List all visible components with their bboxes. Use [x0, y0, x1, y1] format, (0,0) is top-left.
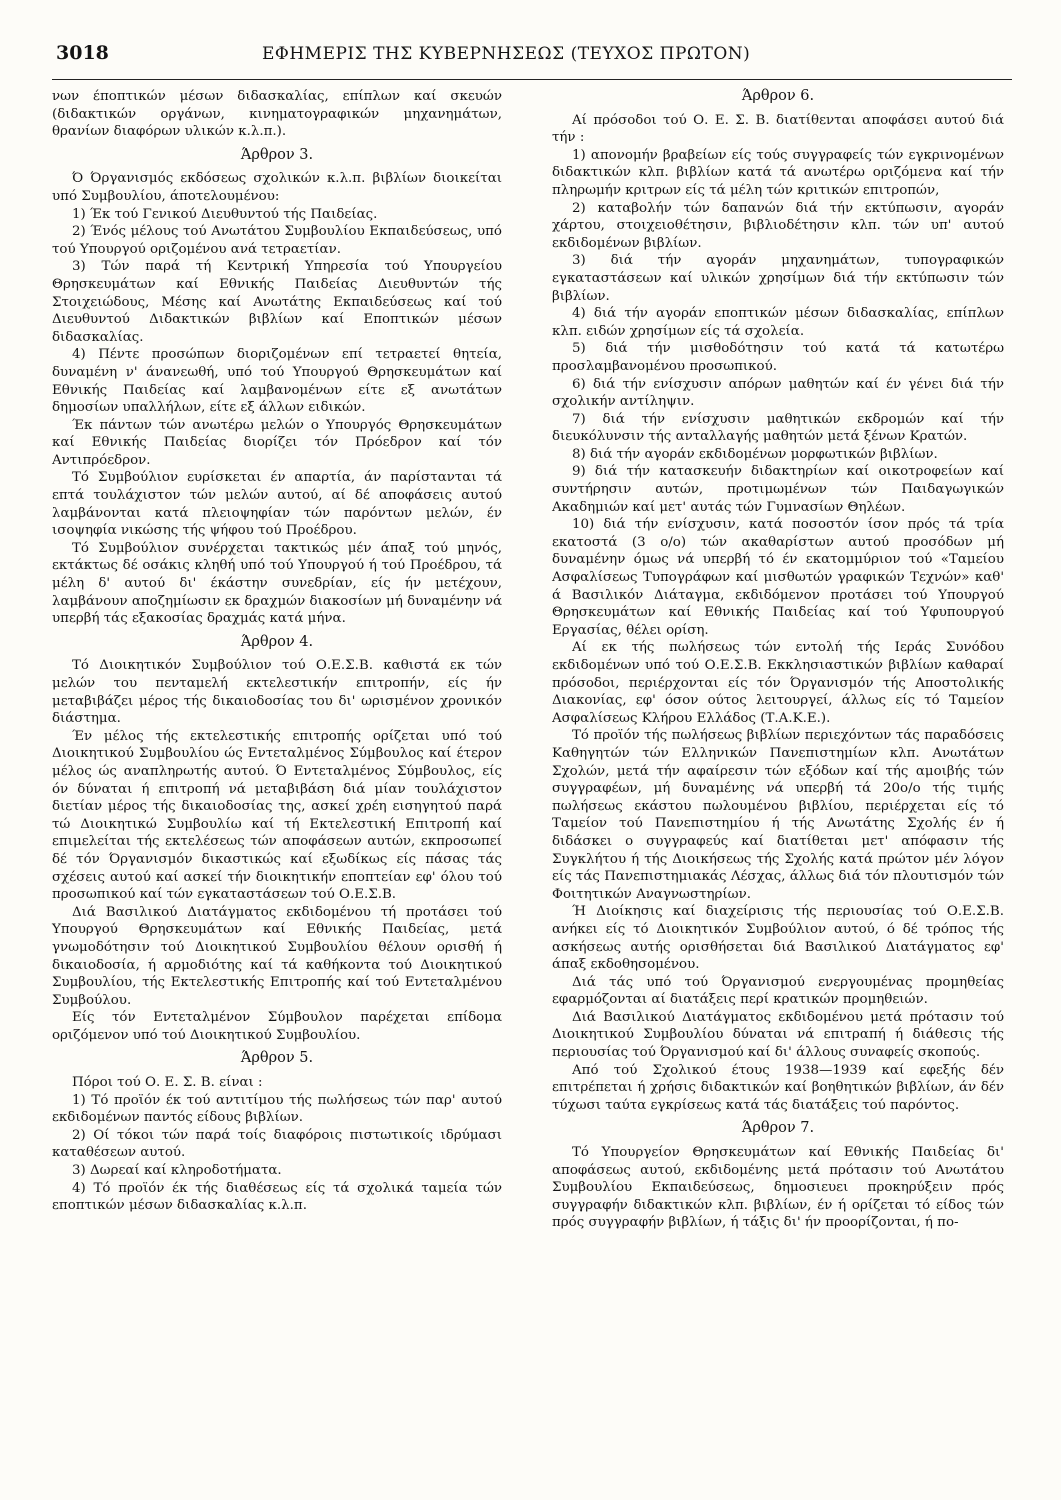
- paragraph: Από τού Σχολικού έτους 1938—1939 καί εφεξής δέν επιτρέπεται ή χρήσις διδακτικών καί βοηθητικών βιβλίων, άν δέν τύχωσι ταύτα εγκρίσεως κατά τάς διατάξεις τού παρόντος.: [552, 1062, 1004, 1113]
- list-item: 3) Τών παρά τή Κεντρική Υπηρεσία τού Υπουργείου Θρησκευμάτων καί Εθνικής Παιδείας Διευθυντών τής Στοιχειώδους, Μέσης καί Ανωτάτης Εκπαιδεύσεως καί τού Διευθυντού Διδακτικών βιβλίων καί Εποπτικών μέσων διδασκαλίας.: [52, 259, 502, 345]
- right-column: [552, 88, 1004, 1232]
- article-6-heading: Άρθρον 6.: [741, 88, 815, 104]
- paragraph: Αί εκ τής πωλήσεως τών εντολή τής Ιεράς Συνόδου εκδιδομένων υπό τού Ο.Ε.Σ.Β. Εκκλησιαστικών βιβλίων καθαραί πρόσοδοι, περιέρχονται είς τόν Όργανισμόν τής Αποστολικής Διακονίας, εφ' όσον ούτος λειτουργεί, άλλως είς τό Ταμείον Ασφαλίσεως Κλήρου Ελλάδος (Τ.Α.Κ.Ε.).: [552, 640, 1004, 726]
- list-item: 3) διά τήν αγοράν μηχανημάτων, τυπογραφικών εγκαταστάσεων καί υλικών χρησίμων διά τήν εκτύπωσιν τών βιβλίων.: [552, 253, 1004, 304]
- paragraph: νων έποπτικών μέσων διδασκαλίας, επίπλων καί σκευών (διδακτικών οργάνων, κινηματογραφικών μηχανημάτων, θρανίων διαφόρων υλικών κ.λ.π.).: [52, 89, 502, 140]
- page-number: 3018: [56, 42, 109, 64]
- paragraph: Τό προϊόν τής πωλήσεως βιβλίων περιεχόντων τάς παραδόσεις Καθηγητών τών Ελληνικών Πανεπιστημίων κλπ. Ανωτάτων Σχολών, μετά τήν αφαίρεσιν τών εξόδων καί τής αμοιβής τών συγγραφέων, μή δυναμένης νά υπερβή τά 20ο/ο τής τιμής πωλήσεως εκάστου πωλουμένου βιβλίου, περιέρχεται είς τό Ταμείον τού Πανεπιστημίου ή τής Ανωτάτης Σχολής έν ή διδάσκει ο συγγραφεύς καί διατίθεται μετ' απόφασιν τής Συγκλήτου ή τής Διοικήσεως τής Σχολής κατά πρώτον μέν λόγον είς τάς Πανεπιστημιακάς Λέσχας, άλλως διά τόν πλουτισμόν τών Φοιτητικών Αναγνωστηρίων.: [552, 728, 1004, 902]
- article-3-heading: Άρθρον 3.: [240, 146, 314, 163]
- list-item: 4) Τό προϊόν έκ τής διαθέσεως είς τά σχολικά ταμεία τών εποπτικών μέσων διδασκαλίας κ.λ.π.: [52, 1180, 502, 1214]
- list-item: 5) διά τήν μισθοδότησιν τού κατά τά κατωτέρω προσλαμβανομένου προσωπικού.: [552, 341, 1004, 374]
- paragraph: Ή Διοίκησις καί διαχείρισις τής περιουσίας τού Ο.Ε.Σ.Β. ανήκει είς τό Διοικητικόν Συμβούλιον αυτού, ό δέ τρόπος τής ασκήσεως αυτής ορισθήσεται διά Βασιλικού Διατάγματος εφ' άπαξ εκδοθησομένου.: [552, 904, 1004, 973]
- list-item: 1) απονομήν βραβείων είς τούς συγγραφείς τών εγκρινομένων διδακτικών κλπ. βιβλίων κατά τά ανωτέρω οριζόμενα καί τήν πληρωμήν κριτρων είς τά μέλη τών κριτικών επιτροπών,: [552, 147, 1004, 198]
- article-5-heading: Άρθρον 5.: [240, 1050, 314, 1067]
- paragraph: Έν μέλος τής εκτελεστικής επιτροπής ορίζεται υπό τού Διοικητικού Συμβουλίου ώς Εντεταλμένος Σύμβουλος καί έτερον μέλος ώς αναπληρωτής αυτού. Ό Εντεταλμένος Σύμβουλος, είς όν δύναται ή επιτροπή νά μεταβιβάση διά μίαν τουλάχιστον διετίαν μέρος τής δικαιοδοσίας της, ασκεί χρέη εισηγητού παρά τώ Διοικητικώ Συμβουλίω καί τή Εκτελεστική Επιτροπή καί επιμελείται τής εκτελέσεως τών αποφάσεων αυτών, εκπροσωπεί δέ τόν Όργανισμόν δικαστικώς καί εξωδίκως είς πάσας τάς σχέσεις αυτού καί ασκεί τήν διοικητικήν εποπτείαν εφ' όλου τού προσωπικού καί τών εγκαταστάσεων τού Ο.Ε.Σ.Β.: [52, 728, 502, 903]
- paragraph: Έκ πάντων τών ανωτέρω μελών ο Υπουργός Θρησκευμάτων καί Εθνικής Παιδείας διορίζει τόν Πρόεδρον καί τόν Αντιπρόεδρον.: [52, 417, 502, 468]
- paragraph: Είς τόν Εντεταλμένον Σύμβουλον παρέχεται επίδομα οριζόμενον υπό τού Διοικητικού Συμβουλίου.: [52, 1010, 502, 1043]
- header-rule: [52, 79, 1012, 80]
- gazette-title: ΕΦΗΜΕΡΙΣ ΤΗΣ ΚΥΒΕΡΝΗΣΕΩΣ (ΤΕΥΧΟΣ ΠΡΩΤΟΝ): [262, 44, 751, 64]
- list-item: 4) διά τήν αγοράν εποπτικών μέσων διδασκαλίας, επίπλων κλπ. ειδών χρησίμων είς τά σχολεία.: [552, 306, 1004, 339]
- list-item: 7) διά τήν ενίσχυσιν μαθητικών εκδρομών καί τήν διευκόλυνσιν τής ανταλλαγής μαθητών μετά ξένων Κρατών.: [552, 411, 1004, 445]
- paragraph: Αί πρόσοδοι τού Ο. Ε. Σ. Β. διατίθενται αποφάσει αυτού διά τήν :: [552, 112, 1004, 146]
- paragraph: Τό Συμβούλιον συνέρχεται τακτικώς μέν άπαξ τού μηνός, εκτάκτως δέ οσάκις κληθή υπό τού Υπουργού ή τού Προέδρου, τά μέλη δ' αυτού δι' έκάστην συνεδρίαν, είς ήν μετέχουν, λαμβάνουν αποζημίωσιν εκ δραχμών διακοσίων μή δυναμένην νά υπερβή τάς εξακοσίας δραχμάς κατά μήνα.: [52, 540, 502, 627]
- paragraph: Ό Όργανισμός εκδόσεως σχολικών κ.λ.π. βιβλίων διοικείται υπό Συμβουλίου, άποτελουμένου:: [52, 171, 502, 204]
- paragraph: Τό Διοικητικόν Συμβούλιον τού Ο.Ε.Σ.Β. καθιστά εκ τών μελών του πενταμελή εκτελεστικήν επιτροπήν, είς ήν μεταβιβάζει μέρος τής δικαιοδοσίας του δι' ωρισμένον χρονικόν διάστημα.: [52, 658, 502, 727]
- list-item: 10) διά τήν ενίσχυσιν, κατά ποσοστόν ίσον πρός τά τρία εκατοστά (3 ο/ο) τών ακαθαρίστων αυτού προσόδων μή δυναμένην όμως νά υπερβή τό έν εκατομμύριον τού «Ταμείου Ασφαλίσεως Τυπογράφων καί μισθωτών γραφικών Τεχνών» καθ' ά Βασιλικόν Διάταγμα, εκδιδόμενον προτάσει τού Υπουργού Θρησκευμάτων καί Εθνικής Παιδείας καί τού Υφυπουργού Εργασίας, θέλει ορίση.: [552, 517, 1004, 638]
- paragraph: Τό Συμβούλιον ευρίσκεται έν απαρτία, άν παρίστανται τά επτά τουλάχιστον τών μελών αυτού, αί δέ αποφάσεις αυτού λαμβάνονται κατά πλειοψηφίαν τών παρόντων μελών, έν ισοψηφία νικώσης τής ψήφου τού Προέδρου.: [52, 470, 502, 539]
- paragraph: Διά Βασιλικού Διατάγματος εκδιδομένου μετά πρότασιν τού Διοικητικού Συμβουλίου δύναται νά επιτραπή ή διάθεσις τής περιουσίας τού Όργανισμού καί δι' άλλους συναφείς σκοπούς.: [552, 1009, 1004, 1061]
- list-item: 8) διά τήν αγοράν εκδιδομένων μορφωτικών βιβλίων.: [572, 446, 938, 462]
- list-item: 2) καταβολήν τών δαπανών διά τήν εκτύπωσιν, αγοράν χάρτου, στοιχειοθέτησιν, βιβλιοδέτησιν κλπ. τών υπ' αυτού εκδιδομένων βιβλίων.: [552, 200, 1004, 251]
- paragraph: Διά τάς υπό τού Όργανισμού ενεργουμένας προμηθείας εφαρμόζονται αί διατάξεις περί κρατικών προμηθειών.: [552, 974, 1004, 1008]
- article-7-heading: Άρθρον 7.: [741, 1120, 815, 1137]
- paragraph: Διά Βασιλικού Διατάγματος εκδιδομένου τή προτάσει τού Υπουργού Θρησκευμάτων καί Εθνικής Παιδείας, μετά γνωμοδότησιν τού Διοικητικού Συμβουλίου θέλουν ορισθή ή δικαιοδοσία, ή αρμοδιότης καί τά καθήκοντα τού Διοικητικού Συμβουλίου, τής Εκτελεστικής Επιτροπής καί τού Εντεταλμένου Συμβούλου.: [52, 904, 502, 1008]
- list-item: 4) Πέντε προσώπων διοριζομένων επί τετραετεί θητεία, δυναμένη ν' άνανεωθή, υπό τού Υπουργού Θρησκευμάτων καί Εθνικής Παιδείας καί λαμβανομένων είτε εξ ανωτάτων δημοσίων υπαλλήλων, είτε εξ άλλων ειδικών.: [52, 347, 502, 416]
- paragraph: Πόροι τού Ο. Ε. Σ. Β. είναι :: [72, 1075, 263, 1091]
- list-item: 3) Δωρεαί καί κληροδοτήματα.: [72, 1163, 282, 1179]
- left-column: [52, 88, 502, 1215]
- list-item: 9) διά τήν κατασκευήν διδακτηρίων καί οικοτροφείων καί συντήρησιν αυτών, προτιμωμένων τών Παιδαγωγικών Ακαδημιών καί μετ' αυτάς τών Γυμνασίων Θηλέων.: [552, 464, 1004, 515]
- list-item: 6) διά τήν ενίσχυσιν απόρων μαθητών καί έν γένει διά τήν σχολικήν αντίληψιν.: [552, 376, 1004, 410]
- article-4-heading: Άρθρον 4.: [240, 633, 314, 650]
- list-item: 2) Ένός μέλους τού Ανωτάτου Συμβουλίου Εκπαιδεύσεως, υπό τού Υπουργού οριζομένου ανά τετραετίαν.: [52, 224, 502, 257]
- list-item: 1) Έκ τού Γενικού Διευθυντού τής Παιδείας.: [72, 206, 378, 222]
- paragraph: Τό Υπουργείον Θρησκευμάτων καί Εθνικής Παιδείας δι' αποφάσεως αυτού, εκδιδομένης μετά πρότασιν τού Ανωτάτου Συμβουλίου Εκπαιδεύσεως, δημοσιευει προκηρύξειν πρός συγγραφήν διδακτικών κλπ. βιβλίων, έν ή ορίζεται τό είδος τών πρός συγγραφήν βιβλίων, ή τάξις δι' ήν προορίζονται, ή πο-: [552, 1145, 1004, 1231]
- list-item: 2) Οί τόκοι τών παρά τοίς διαφόροις πιστωτικοίς ιδρύμασι καταθέσεων αυτού.: [52, 1127, 502, 1161]
- page-header: [52, 38, 1012, 74]
- list-item: 1) Τό προϊόν έκ τού αντιτίμου τής πωλήσεως τών παρ' αυτού εκδιδομένων παντός είδους βιβλίων.: [52, 1092, 502, 1126]
